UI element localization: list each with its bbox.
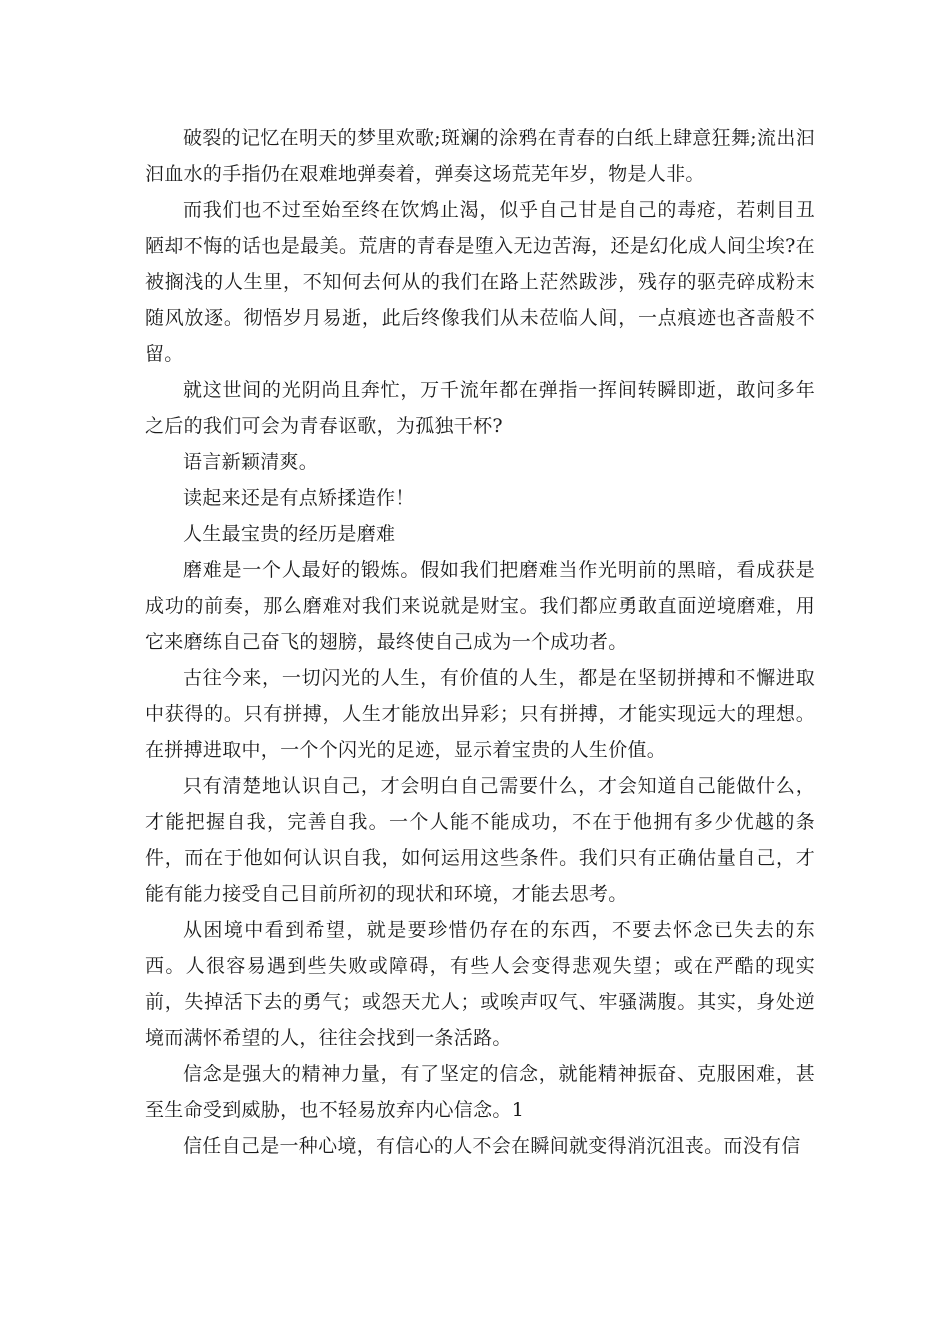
paragraph: 而我们也不过至始至终在饮鸩止渴，似乎自己甘是自己的毒疮，若刺目丑陋却不悔的话也是最美。荒唐的青春是堕入无边苦海，还是幻化成人间尘埃?在被搁浅的人生里，不知何去何从的我们在路上茫然跋涉，残存的驱壳碎成粉末随风放逐。彻悟岁月易逝，此后终像我们从未莅临人间，一点痕迹也吝啬般不留。 <box>145 199 815 365</box>
paragraph: 就这世间的光阴尚且奔忙，万千流年都在弹指一挥间转瞬即逝，敢问多年之后的我们可会为青春讴歌，为孤独干杯? <box>145 379 815 437</box>
paragraph: 破裂的记忆在明天的梦里欢歌;斑斓的涂鸦在青春的白纸上肆意狂舞;流出汩汩血水的手指仍在艰难地弹奏着，弹奏这场荒芜年岁，物是人非。 <box>145 127 815 185</box>
paragraph: 从困境中看到希望，就是要珍惜仍存在的东西，不要去怀念已失去的东西。人很容易遇到些失败或障碍，有些人会变得悲观失望；或在严酷的现实前，失掉活下去的勇气；或怨天尤人；或唉声叹气、牢骚满腹。其实，身处逆境而满怀希望的人，往往会找到一条活路。 <box>145 919 815 1049</box>
document-body <box>145 120 815 1164</box>
paragraph: 古往今来，一切闪光的人生，有价值的人生，都是在坚韧拼搏和不懈进取中获得的。只有拼搏，人生才能放出异彩；只有拼搏，才能实现远大的理想。在拼搏进取中，一个个闪光的足迹，显示着宝贵的人生价值。 <box>145 667 815 761</box>
comment-line: 语言新颖清爽。 <box>183 451 319 473</box>
comment-line: 读起来还是有点矫揉造作！ <box>183 487 415 509</box>
essay-title: 人生最宝贵的经历是磨难 <box>183 523 396 545</box>
paragraph: 只有清楚地认识自己，才会明白自己需要什么，才会知道自己能做什么，才能把握自我，完善自我。一个人能不能成功，不在于他拥有多少优越的条件，而在于他如何认识自我，如何运用这些条件。我们只有正确估量自己，才能有能力接受自己目前所初的现状和环境，才能去思考。 <box>145 775 815 905</box>
paragraph: 信念是强大的精神力量，有了坚定的信念，就能精神振奋、克服困难，甚至生命受到威胁，也不轻易放弃内心信念。1 <box>145 1063 815 1121</box>
paragraph: 信任自己是一种心境，有信心的人不会在瞬间就变得消沉沮丧。而没有信 <box>183 1135 801 1157</box>
paragraph: 磨难是一个人最好的锻炼。假如我们把磨难当作光明前的黑暗，看成获是成功的前奏，那么磨难对我们来说就是财宝。我们都应勇敢直面逆境磨难，用它来磨练自己奋飞的翅膀，最终使自己成为一个成功者。 <box>145 559 815 653</box>
